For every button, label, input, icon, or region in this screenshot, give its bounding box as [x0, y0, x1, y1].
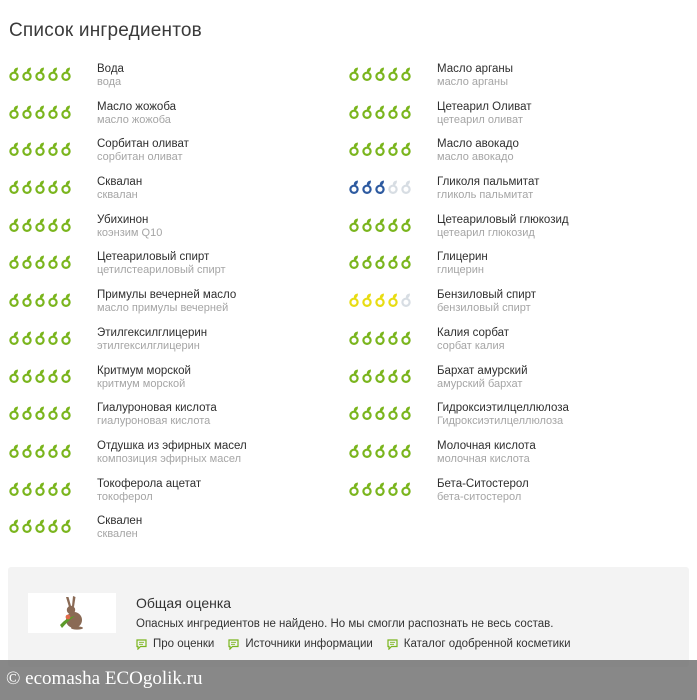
ingredient-row[interactable] — [348, 477, 688, 515]
rating-drop-icon — [47, 331, 59, 345]
ingredient-row[interactable] — [348, 401, 688, 439]
ingredient-row[interactable] — [348, 100, 688, 138]
safety-rating — [348, 67, 412, 81]
summary-links — [136, 638, 571, 650]
rating-drop-icon — [21, 444, 33, 458]
ingredient-row[interactable] — [348, 250, 688, 288]
ingredient-names — [437, 326, 509, 353]
safety-rating — [348, 142, 412, 156]
ingredient-alt-name: масло примулы вечерней — [97, 302, 229, 315]
rating-drop-icon — [34, 369, 46, 383]
rating-drop-icon — [60, 180, 72, 194]
ingredient-alt-name: композиция эфирных масел — [97, 452, 242, 465]
safety-rating — [8, 67, 72, 81]
rating-drop-icon — [60, 444, 72, 458]
ingredient-alt-name: цетилстеариловый спирт — [97, 264, 226, 277]
rating-drop-icon — [47, 369, 59, 383]
rating-drop-icon — [47, 105, 59, 119]
rating-drop-icon — [34, 142, 46, 156]
rating-drop-icon — [8, 180, 20, 194]
safety-rating — [8, 142, 72, 156]
rating-drop-icon — [387, 255, 399, 269]
ingredient-alt-name: токоферол — [97, 490, 153, 503]
ingredient-alt-name: масло авокадо — [437, 151, 514, 164]
ingredient-name: Молочная кислота — [437, 439, 536, 452]
safety-rating — [8, 369, 72, 383]
rating-drop-icon — [374, 180, 386, 194]
rating-drop-icon — [361, 293, 373, 307]
rating-drop-icon — [47, 67, 59, 81]
rating-drop-icon — [387, 180, 399, 194]
rating-drop-icon — [21, 105, 33, 119]
rating-drop-icon — [34, 293, 46, 307]
rating-drop-icon — [8, 255, 20, 269]
ingredient-names — [437, 401, 569, 428]
rating-drop-icon — [47, 142, 59, 156]
ingredient-name: Критмум морской — [97, 364, 191, 377]
rating-drop-icon — [374, 105, 386, 119]
ingredient-alt-name: амурский бархат — [437, 377, 523, 390]
safety-rating — [8, 293, 72, 307]
ingredient-name: Примулы вечерней масло — [97, 289, 237, 302]
rating-drop-icon — [361, 105, 373, 119]
ingredient-name: Сорбитан оливат — [97, 138, 189, 151]
ingredient-name: Убихинон — [97, 213, 149, 226]
ingredient-row[interactable] — [348, 62, 688, 100]
ingredient-row[interactable] — [8, 439, 348, 477]
summary-link-label: Про оценки — [153, 638, 215, 650]
rating-drop-icon — [60, 482, 72, 496]
ingredient-alt-name: сорбат калия — [437, 339, 505, 352]
rating-drop-icon — [34, 180, 46, 194]
rating-drop-icon — [21, 67, 33, 81]
ingredient-names — [97, 137, 189, 164]
rating-drop-icon — [348, 406, 360, 420]
safety-rating — [8, 482, 72, 496]
ingredient-row[interactable] — [8, 100, 348, 138]
ingredient-name: Бета-Ситостерол — [437, 477, 529, 490]
ingredient-name: Сквален — [97, 515, 143, 528]
rating-drop-icon — [348, 444, 360, 458]
ingredient-alt-name: Гидроксиэтилцеллюлоза — [437, 415, 564, 428]
rating-drop-icon — [348, 218, 360, 232]
rating-drop-icon — [361, 444, 373, 458]
ingredient-row[interactable] — [348, 439, 688, 477]
rating-drop-icon — [387, 105, 399, 119]
safety-rating — [8, 105, 72, 119]
rating-drop-icon — [47, 218, 59, 232]
ingredient-alt-name: критмум морской — [97, 377, 186, 390]
rating-drop-icon — [8, 482, 20, 496]
rating-drop-icon — [21, 519, 33, 533]
ingredient-row[interactable] — [348, 288, 688, 326]
rating-drop-icon — [361, 331, 373, 345]
safety-rating — [348, 444, 412, 458]
ingredient-alt-name: молочная кислота — [437, 452, 530, 465]
rabbit-logo — [28, 593, 116, 633]
rating-drop-icon — [60, 331, 72, 345]
rating-drop-icon — [60, 105, 72, 119]
safety-rating — [8, 180, 72, 194]
rating-drop-icon — [60, 142, 72, 156]
rating-drop-icon — [400, 218, 412, 232]
summary-link[interactable] — [136, 638, 214, 650]
safety-rating — [8, 218, 72, 232]
ingredient-row[interactable] — [348, 137, 688, 175]
rating-drop-icon — [400, 180, 412, 194]
rating-drop-icon — [400, 369, 412, 383]
safety-rating — [348, 255, 412, 269]
rating-drop-icon — [60, 406, 72, 420]
rating-drop-icon — [8, 218, 20, 232]
ingredient-name: Токоферола ацетат — [97, 477, 202, 490]
rating-drop-icon — [374, 142, 386, 156]
ingredient-row[interactable] — [8, 62, 348, 100]
rating-drop-icon — [21, 331, 33, 345]
ingredient-names — [97, 326, 207, 353]
ingredient-name: Бархат амурский — [437, 364, 528, 377]
watermark-text: © ecomasha ECOgolik.ru — [6, 668, 203, 689]
ingredient-alt-name: гликоль пальмитат — [437, 189, 534, 202]
summary-title: Общая оценка — [136, 595, 232, 611]
safety-rating — [8, 444, 72, 458]
ingredient-names — [97, 288, 236, 315]
ingredient-row[interactable] — [8, 477, 348, 515]
ingredient-name: Калия сорбат — [437, 326, 510, 339]
rating-drop-icon — [60, 293, 72, 307]
ingredient-names — [437, 175, 539, 202]
rating-drop-icon — [47, 406, 59, 420]
rating-drop-icon — [34, 218, 46, 232]
rating-drop-icon — [21, 406, 33, 420]
ingredient-row[interactable] — [8, 250, 348, 288]
ingredient-alt-name: глицерин — [437, 264, 484, 277]
rating-drop-icon — [361, 482, 373, 496]
ingredient-name: Глицерин — [437, 251, 488, 264]
rating-drop-icon — [60, 255, 72, 269]
rating-drop-icon — [47, 482, 59, 496]
ingredient-names — [97, 514, 142, 541]
rating-drop-icon — [400, 105, 412, 119]
rating-drop-icon — [400, 331, 412, 345]
ingredient-row[interactable] — [348, 364, 688, 402]
rating-drop-icon — [374, 444, 386, 458]
rating-drop-icon — [34, 519, 46, 533]
ingredients-column-left — [8, 62, 348, 552]
rating-drop-icon — [387, 218, 399, 232]
rating-drop-icon — [361, 218, 373, 232]
rating-drop-icon — [400, 482, 412, 496]
ingredient-name: Гидроксиэтилцеллюлоза — [437, 402, 569, 415]
rating-drop-icon — [361, 406, 373, 420]
rating-drop-icon — [348, 293, 360, 307]
ingredient-names — [437, 137, 519, 164]
rating-drop-icon — [400, 255, 412, 269]
ingredient-alt-name: цетеарил глюкозид — [437, 226, 535, 239]
rating-drop-icon — [387, 142, 399, 156]
rating-drop-icon — [47, 293, 59, 307]
watermark — [0, 660, 697, 700]
rating-drop-icon — [361, 180, 373, 194]
safety-rating — [348, 482, 412, 496]
summary-link[interactable] — [228, 638, 372, 650]
rating-drop-icon — [60, 369, 72, 383]
rating-drop-icon — [387, 369, 399, 383]
rating-drop-icon — [348, 482, 360, 496]
ingredient-name: Цетеариловый спирт — [97, 251, 210, 264]
ingredient-row[interactable] — [348, 213, 688, 251]
rating-drop-icon — [400, 444, 412, 458]
rating-drop-icon — [47, 444, 59, 458]
rating-drop-icon — [387, 482, 399, 496]
rating-drop-icon — [34, 406, 46, 420]
rating-drop-icon — [400, 67, 412, 81]
ingredient-names — [437, 250, 488, 277]
ingredient-row[interactable] — [8, 514, 348, 552]
rating-drop-icon — [21, 218, 33, 232]
ingredient-row[interactable] — [8, 288, 348, 326]
ingredient-alt-name: вода — [97, 76, 122, 88]
ingredient-name: Вода — [97, 63, 124, 75]
ingredient-names — [97, 100, 176, 127]
rating-drop-icon — [34, 482, 46, 496]
rating-drop-icon — [400, 142, 412, 156]
rating-drop-icon — [60, 67, 72, 81]
rating-drop-icon — [8, 369, 20, 383]
ingredients-column-right — [348, 62, 688, 514]
summary-link-label: Источники информации — [245, 638, 373, 650]
rating-drop-icon — [348, 67, 360, 81]
rating-drop-icon — [374, 331, 386, 345]
safety-rating — [348, 406, 412, 420]
rating-drop-icon — [34, 444, 46, 458]
summary-link[interactable] — [387, 638, 571, 650]
ingredient-alt-name: гиалуроновая кислота — [97, 415, 211, 428]
rating-drop-icon — [21, 482, 33, 496]
ingredient-name: Гликоля пальмитат — [437, 176, 540, 189]
rating-drop-icon — [348, 105, 360, 119]
rating-drop-icon — [387, 444, 399, 458]
ingredient-row[interactable] — [8, 175, 348, 213]
ingredient-name: Гиалуроновая кислота — [97, 402, 217, 415]
safety-rating — [8, 255, 72, 269]
rating-drop-icon — [387, 406, 399, 420]
rating-drop-icon — [348, 180, 360, 194]
rating-drop-icon — [8, 444, 20, 458]
ingredient-names — [97, 175, 142, 202]
rating-drop-icon — [8, 519, 20, 533]
rating-drop-icon — [348, 255, 360, 269]
rating-drop-icon — [21, 180, 33, 194]
rating-drop-icon — [47, 519, 59, 533]
ingredient-alt-name: сквалан — [97, 189, 138, 202]
rating-drop-icon — [374, 67, 386, 81]
rating-drop-icon — [8, 406, 20, 420]
safety-rating — [8, 406, 72, 420]
safety-rating — [348, 105, 412, 119]
ingredient-names — [97, 439, 247, 466]
rating-drop-icon — [47, 255, 59, 269]
rating-drop-icon — [34, 105, 46, 119]
safety-rating — [348, 293, 412, 307]
safety-rating — [348, 218, 412, 232]
ingredient-name: Масло жожоба — [97, 100, 177, 113]
rating-drop-icon — [361, 67, 373, 81]
rabbit-icon — [55, 595, 89, 631]
comment-icon — [228, 639, 239, 650]
ingredient-name: Цетеарил Оливат — [437, 100, 532, 113]
rating-drop-icon — [21, 255, 33, 269]
ingredient-row[interactable] — [348, 175, 688, 213]
ingredient-name: Бензиловый спирт — [437, 289, 537, 302]
ingredient-alt-name: масло арганы — [437, 76, 509, 88]
page-title: Список ингредиентов — [9, 20, 202, 41]
rating-drop-icon — [361, 255, 373, 269]
rating-drop-icon — [21, 369, 33, 383]
ingredient-names — [437, 364, 528, 391]
rating-drop-icon — [374, 482, 386, 496]
rating-drop-icon — [374, 293, 386, 307]
ingredient-alt-name: сквален — [97, 528, 138, 541]
ingredient-name: Этилгексилглицерин — [97, 326, 208, 339]
ingredient-row[interactable] — [348, 326, 688, 364]
ingredient-name: Сквалан — [97, 176, 143, 189]
rating-drop-icon — [348, 142, 360, 156]
rating-drop-icon — [60, 218, 72, 232]
rating-drop-icon — [361, 142, 373, 156]
ingredient-row[interactable] — [8, 137, 348, 175]
rating-drop-icon — [400, 293, 412, 307]
ingredient-names — [437, 477, 529, 504]
summary-card — [8, 567, 689, 667]
ingredient-alt-name: бензиловый спирт — [437, 302, 531, 315]
rating-drop-icon — [400, 406, 412, 420]
rating-drop-icon — [374, 406, 386, 420]
rating-drop-icon — [34, 67, 46, 81]
rating-drop-icon — [8, 105, 20, 119]
ingredient-names — [437, 100, 532, 127]
rating-drop-icon — [8, 142, 20, 156]
ingredient-names — [437, 288, 536, 315]
ingredient-row[interactable] — [8, 326, 348, 364]
safety-rating — [348, 180, 412, 194]
comment-icon — [387, 639, 398, 650]
ingredient-alt-name: масло жожоба — [97, 113, 171, 126]
rating-drop-icon — [21, 293, 33, 307]
ingredient-name: Масло авокадо — [437, 138, 519, 151]
ingredient-names — [437, 439, 536, 466]
summary-link-label: Каталог одобренной косметики — [403, 638, 571, 650]
rating-drop-icon — [21, 142, 33, 156]
ingredient-names — [97, 364, 191, 391]
ingredient-alt-name: этилгексилглицерин — [97, 339, 200, 352]
rating-drop-icon — [34, 255, 46, 269]
ingredient-name: Масло арганы — [437, 63, 514, 75]
rating-drop-icon — [348, 369, 360, 383]
safety-rating — [8, 519, 72, 533]
ingredient-names — [97, 401, 217, 428]
rating-drop-icon — [374, 218, 386, 232]
ingredient-alt-name: бета-ситостерол — [437, 490, 522, 503]
ingredient-row[interactable] — [8, 401, 348, 439]
rating-drop-icon — [374, 369, 386, 383]
rating-drop-icon — [47, 180, 59, 194]
rating-drop-icon — [387, 293, 399, 307]
safety-rating — [8, 331, 72, 345]
rating-drop-icon — [387, 331, 399, 345]
rating-drop-icon — [374, 255, 386, 269]
ingredient-names — [97, 477, 201, 504]
ingredient-alt-name: сорбитан оливат — [97, 151, 183, 164]
rating-drop-icon — [60, 519, 72, 533]
ingredient-names — [97, 250, 226, 277]
ingredient-alt-name: коэнзим Q10 — [97, 226, 163, 239]
rating-drop-icon — [387, 67, 399, 81]
rating-drop-icon — [8, 67, 20, 81]
rating-drop-icon — [361, 369, 373, 383]
safety-rating — [348, 331, 412, 345]
safety-rating — [348, 369, 412, 383]
ingredient-name: Цетеариловый глюкозид — [437, 213, 569, 226]
ingredient-alt-name: цетеарил оливат — [437, 113, 523, 126]
rating-drop-icon — [8, 293, 20, 307]
ingredient-names — [97, 213, 162, 240]
rating-drop-icon — [348, 331, 360, 345]
ingredient-names — [437, 213, 569, 240]
comment-icon — [136, 639, 147, 650]
rating-drop-icon — [34, 331, 46, 345]
ingredient-row[interactable] — [8, 364, 348, 402]
summary-text: Опасных ингредиентов не найдено. Но мы смогли распознать не весь состав. — [136, 618, 554, 630]
ingredient-row[interactable] — [8, 213, 348, 251]
rating-drop-icon — [8, 331, 20, 345]
ingredient-names — [97, 62, 124, 89]
ingredient-names — [437, 62, 513, 89]
ingredient-name: Отдушка из эфирных масел — [97, 439, 247, 452]
